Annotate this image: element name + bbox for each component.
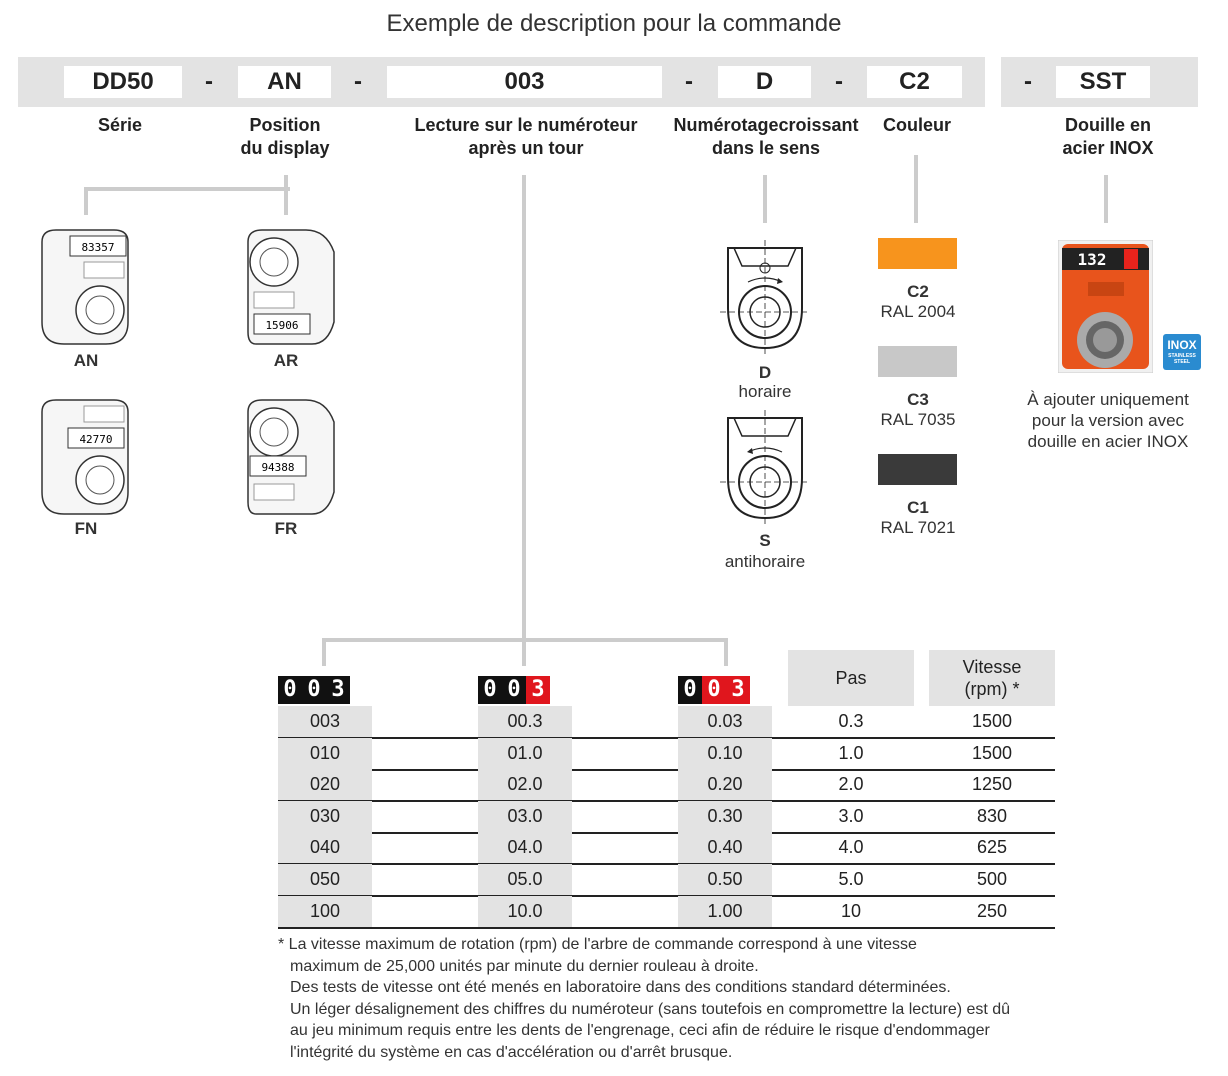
table-row xyxy=(278,769,1055,802)
color-ral-c3: RAL 7035 xyxy=(880,410,956,429)
table-cell: 625 xyxy=(976,837,1008,858)
counter-digit: 0 xyxy=(278,676,302,704)
color-code-c3: C3 xyxy=(907,390,929,409)
table-cell: 03.0 xyxy=(478,801,572,832)
code-segment-couleur: C2 xyxy=(867,66,962,98)
code-segment-douille: SST xyxy=(1056,66,1150,98)
photo-display-digits: 132 xyxy=(1077,250,1107,269)
header-pas: Pas xyxy=(788,650,914,706)
table-cell: 030 xyxy=(278,801,372,832)
table-row xyxy=(278,832,1055,865)
inox-badge: INOX STAINLESS STEEL xyxy=(1163,334,1201,370)
direction-code-s: S xyxy=(759,531,771,550)
label-couleur: Couleur xyxy=(882,115,951,135)
table-cell: 050 xyxy=(278,864,372,895)
connector-line xyxy=(84,187,290,191)
counter-digit: 0 xyxy=(502,676,526,704)
table-cell: 040 xyxy=(278,832,372,863)
page-title: Exemple de description pour la commande xyxy=(386,10,842,37)
table-row xyxy=(278,896,1055,929)
position-code-fn: FN xyxy=(74,519,98,538)
table-cell: 830 xyxy=(976,805,1008,826)
counter-icon-col1 xyxy=(278,676,350,704)
indicator-an-drawing xyxy=(30,222,140,352)
indicator-fn-drawing xyxy=(30,392,140,522)
label-douille: Douille en acier INOX xyxy=(1062,115,1154,158)
direction-label-d: horaire xyxy=(738,382,792,401)
direction-label-s: antihoraire xyxy=(724,552,806,571)
counter-digit: 0 xyxy=(702,676,726,704)
footnote: * La vitesse maximum de rotation (rpm) de l'arbre de commande correspond à une vitesse maximum de 25,000 unités par minute du dernier rouleau à droite. Des tests de vitesse ont été menés en laboratoire dans des conditions standard déterminées. Un léger désalignement des chiffres du numéroteur (sans toutefois en compromettre la lecture) est dû au jeu minimum requis entre les dents de l'engrenage, ceci afin de réduire le risque d'endommager l'intégrité du système en cas d'accélération ou d'arrêt brusque. xyxy=(278,936,1011,1061)
table-cell: 0.03 xyxy=(678,706,772,737)
table-cell: 1250 xyxy=(971,774,1013,795)
table-cell: 4.0 xyxy=(838,837,864,858)
table-cell: 1.00 xyxy=(678,896,772,927)
connector-line xyxy=(763,175,767,223)
inox-product-photo xyxy=(1058,240,1153,373)
counter-digit: 3 xyxy=(526,676,550,704)
label-serie: Série xyxy=(97,115,143,135)
table-cell: 01.0 xyxy=(478,738,572,769)
table-cell: 003 xyxy=(278,706,372,737)
code-separator: - xyxy=(1024,68,1032,95)
table-cell: 020 xyxy=(278,769,372,800)
code-separator: - xyxy=(685,68,693,95)
counter-digit: 3 xyxy=(326,676,350,704)
counter-digit: 0 xyxy=(678,676,702,704)
display-digits: 94388 xyxy=(261,461,295,474)
counter-digit: 3 xyxy=(726,676,750,704)
table-row xyxy=(278,706,1055,739)
color-code-c2: C2 xyxy=(907,282,929,301)
color-swatch-c2 xyxy=(878,238,957,269)
code-segment-serie: DD50 xyxy=(64,66,182,98)
display-digits: 42770 xyxy=(79,433,113,446)
position-code-ar: AR xyxy=(273,351,299,370)
direction-code-d: D xyxy=(758,363,772,382)
table-cell: 3.0 xyxy=(838,805,864,826)
counter-icon-col2 xyxy=(478,676,550,704)
label-lecture: Lecture sur le numéroteur après un tour xyxy=(414,115,638,158)
code-separator: - xyxy=(354,68,362,95)
direction-s-drawing xyxy=(720,408,810,528)
connector-line xyxy=(914,155,918,223)
display-digits: 83357 xyxy=(81,241,115,254)
counter-digit: 0 xyxy=(478,676,502,704)
connector-line xyxy=(724,638,728,666)
connector-line xyxy=(522,638,526,666)
table-row xyxy=(278,801,1055,834)
direction-d-drawing xyxy=(720,238,810,358)
table-row xyxy=(278,864,1055,897)
color-code-c1: C1 xyxy=(907,498,929,517)
code-segment-position: AN xyxy=(238,66,331,98)
label-position: Position du display xyxy=(240,115,330,158)
color-swatch-c1 xyxy=(878,454,957,485)
table-cell: 1500 xyxy=(971,711,1013,731)
table-cell: 1.0 xyxy=(838,742,864,763)
table-cell: 0.3 xyxy=(838,711,864,731)
table-cell: 100 xyxy=(278,896,372,927)
indicator-fr-drawing xyxy=(236,392,346,522)
table-cell: 1500 xyxy=(971,742,1013,763)
color-ral-c2: RAL 2004 xyxy=(880,302,956,321)
code-segment-lecture: 003 xyxy=(387,66,662,98)
label-sens: Numérotagecroissant dans le sens xyxy=(673,115,859,158)
code-separator: - xyxy=(835,68,843,95)
table-cell: 10 xyxy=(840,900,862,921)
connector-line xyxy=(284,175,288,215)
table-cell: 500 xyxy=(976,869,1008,889)
table-cell: 10.0 xyxy=(478,896,572,927)
table-cell: 0.30 xyxy=(678,801,772,832)
table-cell: 04.0 xyxy=(478,832,572,863)
table-cell: 2.0 xyxy=(838,774,864,795)
table-cell: 250 xyxy=(976,900,1008,921)
indicator-ar-drawing xyxy=(236,222,346,352)
connector-line xyxy=(1104,175,1108,223)
table-cell: 02.0 xyxy=(478,769,572,800)
code-separator: - xyxy=(205,68,213,95)
display-digits: 15906 xyxy=(265,319,299,332)
color-swatch-c3 xyxy=(878,346,957,377)
table-cell: 0.40 xyxy=(678,832,772,863)
inox-note: À ajouter uniquement pour la version avec douille en acier INOX xyxy=(1027,390,1189,451)
table-row xyxy=(278,738,1055,771)
table-cell: 0.50 xyxy=(678,864,772,895)
position-code-an: AN xyxy=(73,351,99,370)
code-segment-sens: D xyxy=(718,66,811,98)
counter-icon-col3 xyxy=(678,676,750,704)
table-cell: 05.0 xyxy=(478,864,572,895)
position-code-fr: FR xyxy=(274,519,298,538)
table-cell: 0.20 xyxy=(678,769,772,800)
connector-line xyxy=(322,638,326,666)
connector-line xyxy=(84,187,88,215)
table-cell: 00.3 xyxy=(478,706,572,737)
table-cell: 010 xyxy=(278,738,372,769)
counter-digit: 0 xyxy=(302,676,326,704)
header-vitesse: Vitesse (rpm) * xyxy=(929,650,1055,706)
color-ral-c1: RAL 7021 xyxy=(880,518,956,537)
connector-line xyxy=(522,175,526,642)
table-cell: 0.10 xyxy=(678,738,772,769)
table-cell: 5.0 xyxy=(838,869,864,889)
